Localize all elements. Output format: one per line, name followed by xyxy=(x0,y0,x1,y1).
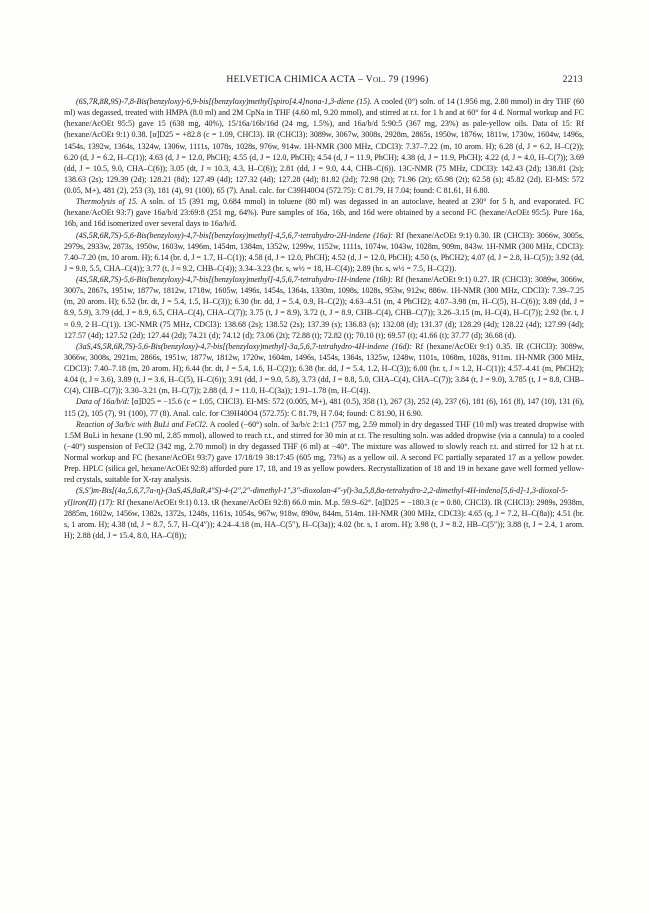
paragraph-text: Rf (hexane/AcOEt 9:1) 0.30. IR (CHCl3): 3066w, 3005s, 2979s, 2933w, 2873s, 1950w, 1603w, 1496m, 1454m, 1384m, 1352w, 1299w, 1152w, 1111s, 1074w, 1043w, 1028m, 909m, 843w. 1H-NMR (300 MHz, CDCl3): 7.40–7.20 (m, 10 arom. H); 6.14 (br. d, J = 1.7, H–C(1)); 4.58 (d, J = 12.0, PhCH); 4.52 (d, J = 12.0, PhCH); 4.50 (s, PhCH2); 4.07 (d, J = 2.8, H–C(5)); 3.92 (dd, J = 9.0, 5.5, CHA–C(4)); 3.77 (t, J ≈ 9.2, CHB–C(4)); 3.34–3.23 (br. s, w½ = 18, H–C(4)); 2.89 (br. s, w½ = 7.5, H–C(2)). xyxy=(64,230,584,273)
paragraph-heading: (4S,5R,6R,7S)-5,6-Bis(benzyloxy)-4,7-bis[(benzyloxy)methyl]-4,5,6,7-tetrahydro-2H-indene (16a): xyxy=(76,230,394,240)
paragraph-thermolysis xyxy=(64,196,584,229)
paragraph-heading: (6S,7R,8R,9S)-7,8-Bis(benzyloxy)-6,9-bis[(benzyloxy)methyl]spiro[4.4]nona-1,3-diene (15). xyxy=(76,97,372,106)
paragraph-data-16abd xyxy=(64,396,584,418)
paragraph-compound-16d xyxy=(64,341,584,397)
paragraph-text: Rf (hexane/AcOEt 9:1) 0.13. tR (hexane/AcOEt 92:8) 66.0 min. M.p. 59.9–62°. [α]D25 = −180.3 (c = 0.80, CHCl3). IR (CHCl3): 2989s, 2938m, 2885m, 1602w, 1456w, 1382s, 1372s, 1248s, 1161s, 1054s, 967w, 918w, 890w, 844m, 514m. 1H-NMR (300 MHz, CDCl3): 4.65 (q, J = 7.2, H–C(8a)); 4.51 (br. s, 1 arom. H); 4.38 (td, J = 8.7, 5.7, H–C(4″)); 4.24–4.18 (m, HA–C(5″), H–C(3a)); 4.02 (br. s, 1 arom. H); 3.98 (t, J = 8.2, HB–C(5″)); 3.88 (t, J = 2.4, 1 arom. H); 2.88 (dd, J = 15.4, 8.0, HA–C(8)); xyxy=(64,497,584,540)
paragraph-compound-16b xyxy=(64,274,584,341)
article-body xyxy=(64,96,584,896)
paragraph-text: A cooled (−60°) soln. of 3a/b/c 2:1:1 (757 mg, 2.59 mmol) in dry degassed THF (10 ml) was treated dropwise with 1.5M BuLi in hexane (1.90 ml, 2.85 mmol), allowed to reach r.t., and stirred for 30 min at r.t. The resulting soln. was added dropwise (via a cannula) to a cooled (−40°) suspension of FeCl2 (342 mg, 2.70 mmol) in dry degassed THF (6 ml) at −40°. The mixture was allowed to slowly reach r.t. and stirred for 12 h at r.t. Normal workup and FC (hexane/AcOEt 93:7) gave 17/18/19 38:17:45 (605 mg, 73%) as a yellow oil. A second FC partially separated 17 as a yellow powder. Prep. HPLC (silica gel, hexane/AcOEt 92:8) afforded pure 17, 18, and 19 as yellow powders. Recrystallization of 18 and 19 in hexane gave well formed yellow-red crystals, suitable for X-ray analysis. xyxy=(64,419,584,485)
running-header xyxy=(72,74,583,88)
paragraph-text: A cooled (0°) soln. of 14 (1.956 mg, 2.80 mmol) in dry THF (60 ml) was degassed, treated with HMPA (8.0 ml) and 2M CpNa in THF (4.60 ml, 9.20 mmol), and stirred at r.t. for 1 h and at 60° for 4 d. Normal workup and FC (hexane/AcOEt 95:5) gave 15 (638 mg, 40%), 15/16a/16b/16d (24 mg, 1.5%), and 16a/b/d 5:90:5 (367 mg, 23%) as pale-yellow oils. Data of 15: Rf (hexane/AcOEt 9:1) 0.38. [α]D25 = +82.8 (c = 1.09, CHCl3). IR (CHCl3): 3089w, 3067w, 3008s, 2928m, 2865s, 1950w, 1876w, 1811w, 1730w, 1604w, 1496s, 1454s, 1392w, 1364s, 1324w, 1306w, 1111s, 1078s, 1028s, 976w, 914w. 1H-NMR (300 MHz, CDCl3): 7.37–7.22 (m, 10 arom. H); 6.28 (d, J = 6.2, H–C(2)); 6.20 (d, J = 6.2, H–C(1)); 4.63 (d, J = 12.0, PhCH); 4.55 (d, J = 12.0, PhCH); 4.54 (d, J = 11.9, PhCH); 4.38 (d, J = 11.9, PhCH); 4.22 (d, J = 4.0, H–C(7)); 3.69 (dd, J = 10.5, 9.0, CHA–C(6)); 3.05 (dt, J ≈ 10.3, 4.3, H–C(6)); 2.81 (dd, J = 9.0, 4.4, CHB–C(6)). 13C-NMR (75 MHz, CDCl3): 142.43 (2d); 138.81 (2s); 138.63 (2s); 129.39 (2d); 128.21 (8d); 127.49 (4d); 127.32 (4d); 127.28 (4d); 81.82 (2d); 72.98 (2t); 71.96 (2t); 65.98 (2t); 62.58 (s); 45.82 (2d). EI-MS: 572 (0.05, M+), 481 (2), 253 (3), 181 (4), 91 (100), 65 (7). Anal. calc. for C39H40O4 (572.75): C 81.79, H 7.04; found: C 81.61, H 6.80. xyxy=(64,97,584,195)
paragraph-text: [α]D25 = −15.6 (c = 1.05, CHCl3). EI-MS: 572 (0.005, M+), 481 (0.5), 358 (1), 267 (3), 252 (4), 237 (6), 181 (6), 161 (8), 147 (10), 131 (6), 115 (2), 105 (7), 91 (100), 77 (8). Anal. calc. for C39H40O4 (572.75): C 81.79, H 7.04; found: C 81.90, H 6.90. xyxy=(64,397,584,418)
paragraph-text: Rf (hexane/AcOEt 9:1) 0.27. IR (CHCl3): 3089w, 3066w, 3007s, 2867s, 1951w, 1877w, 1812w, 1718w, 1605w, 1496s, 1454s, 1364s, 1330m, 1098s, 1028s, 953w, 912w, 886w. 1H-NMR (300 MHz, CDCl3): 7.39–7.25 (m, 20 arom. H); 6.52 (br. dt, J = 5.4, 1.5, H–C(3)); 6.30 (br. dd, J = 5.4, 0.9, H–C(2)); 4.63–4.51 (m, 4 PhCH2); 4.07–3.98 (m, H–C(5), H–C(6)); 3.89 (dd, J = 8.9, 5.9), 3.79 (dd, J = 8.9, 6.5, CHA–C(4), CHA–C(7)); 3.75 (t, J = 8.9), 3.72 (t, J = 8.9, CHB–C(4), CHB–C(7)); 3.26–3.15 (m, H–C(4), H–C(7)); 2.92 (br. t, J ≈ 0.9, 2 H–C(1)). 13C-NMR (75 MHz, CDCl3): 138.68 (2s); 138.52 (2s); 137.39 (s); 136.83 (s); 132.08 (d); 131.37 (d); 128.29 (4d); 128.22 (4d); 127.99 (4d); 127.57 (4d); 127.52 (2d); 127.44 (2d); 74.21 (d); 74.12 (d); 73.06 (2t); 72.88 (t); 72.82 (t); 70.10 (t); 69.57 (t); 41.66 (t); 37.77 (d); 36.68 (d). xyxy=(64,275,584,340)
paragraph-heading: (3aS,4S,5R,6R,7S)-5,6-Bis(benzyloxy)-4,7-bis[(benzyloxy)methyl]-3a,5,6,7-tetrahydro-4H-indene (16d): xyxy=(76,341,412,351)
paragraph-text: A soln. of 15 (391 mg, 0.684 mmol) in toluene (80 ml) was degassed in an autoclave, heated at 230° for 5 h, and evaporated. FC (hexane/AcOEt 93:7) gave 16a/b/d 23:69:8 (251 mg, 64%). Pure samples of 16a, 16b, and 16d were obtained by a second FC (hexane/AcOEt 95:5). Pure 16a, 16b, and 16d isomerized over several days to 16a/b/d. xyxy=(64,197,584,229)
paragraph-reaction-3abc xyxy=(64,419,584,486)
paragraph-heading: (4S,5R,6R,7S)-5,6-Bis(benzyloxy)-4,7-bis[(benzyloxy)methyl]-4,5,6,7-tetrahydro-1H-indene (16b): xyxy=(76,275,393,284)
paragraph-heading: Data of 16a/b/d: xyxy=(76,397,130,407)
journal-title: HELVETICA CHIMICA ACTA – Vol. 79 (1996) xyxy=(226,74,429,85)
paragraph-heading: Thermolysis of 15. xyxy=(76,197,139,207)
paragraph-compound-16a xyxy=(64,230,584,275)
paragraph-heading: Reaction of 3a/b/c with BuLi and FeCl2. xyxy=(76,419,208,429)
paragraph-text: Rf (hexane/AcOEt 9:1) 0.35. IR (CHCl3): 3089w, 3066w, 3008s, 2921m, 2866s, 1951w, 1877w, 1812w, 1720w, 1604m, 1496s, 1454s, 1364s, 1325w, 1248w, 1101s, 1068m, 1028s, 911m. 1H-NMR (300 MHz, CDCl3): 7.40–7.18 (m, 20 arom. H); 6.44 (br. dt, J = 5.4, 1.6, H–C(2)); 6.38 (br. dd, J = 5.4, 1.2, H–C(3)); 6.00 (br. t, J ≈ 1.2, H–C(1)); 4.57–4.41 (m, PhCH2); 4.04 (t, J ≈ 3.6), 3.89 (t, J = 3.6, H–C(5), H–C(6)); 3.91 (dd, J = 9.0, 5.8), 3.73 (dd, J = 8.8, 5.0, CHA–C(4), CHA–C(7)); 3.84 (t, J = 9.0), 3.785 (t, J = 8.8, CHB–C(4), CHB–C(7)); 3.30–3.21 (m, H–C(7)); 2.88 (d, J = 11.0, H–C(3a)); 1.91–1.78 (m, H–C(4)). xyxy=(64,341,584,396)
paragraph-heading: (S,S′)m-Bis[(4a,5,6,7,7a-η)-(3aS,4S,8aR,4″S)-4-(2″,2″-dimethyl-1″,3″-dioxolan-4″-yl)-3a,5,8,8a-tetrahydro-2,2-dimethyl-4H-indeno[5,6-d]-1,3-dioxol-5-yl]iron(II) (17): xyxy=(64,486,569,507)
paragraph-compound-17 xyxy=(64,485,584,541)
paragraph-compound-15 xyxy=(64,96,584,196)
page-number: 2213 xyxy=(562,74,583,85)
